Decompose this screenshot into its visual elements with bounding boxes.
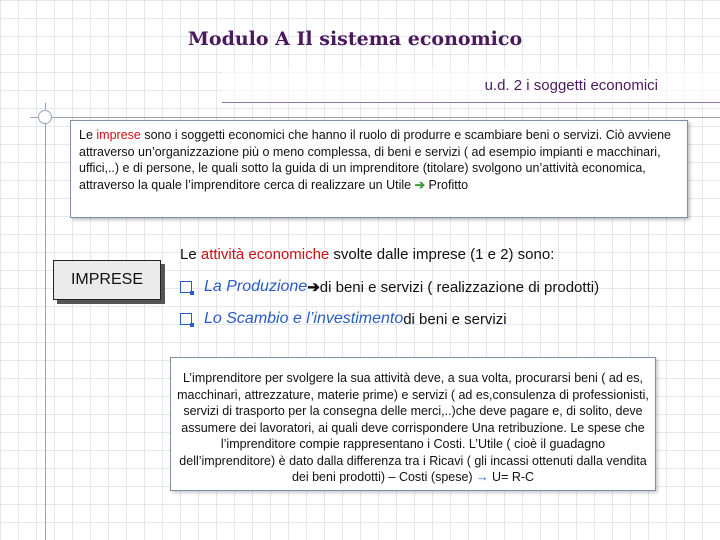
slide-title: Modulo A Il sistema economico <box>187 28 523 50</box>
bullet-exchange <box>180 310 507 328</box>
note-formula: U= R-C <box>488 470 535 484</box>
imprese-label: IMPRESE <box>70 271 143 288</box>
definition-keyword: imprese <box>96 128 141 142</box>
definition-text: sono i soggetti economici che hanno il ruolo di produrre e scambiare beni o servizi. Ciò avviene attraverso un’organizzazione più o meno complessa, di beni e servizi ( ad esempio impianti e macchinari, uffici,..) e di persone, le quali sotto la guida di un imprenditore (titolare) svolgono un’attività economica, attraverso la quale l’imprenditore cerca di realizzare un Utile <box>79 128 672 192</box>
imprese-label-box <box>53 260 161 300</box>
decorative-vertical-line <box>45 103 46 540</box>
definition-box <box>70 120 688 218</box>
square-bullet-icon <box>180 313 192 325</box>
green-arrow-icon: ➔ <box>414 177 426 192</box>
bullet-production <box>180 278 599 296</box>
decorative-horizontal-line <box>30 117 720 118</box>
bullet-text: di beni e servizi ( realizzazione di prodotti) <box>319 278 600 296</box>
activities-lead: Le <box>180 246 201 263</box>
decorative-circle <box>38 110 52 124</box>
subtitle-bar <box>222 68 720 103</box>
entrepreneur-note-box <box>170 357 656 491</box>
definition-lead: Le <box>79 128 97 142</box>
note-text: L’imprenditore per svolgere la sua attività deve, a sua volta, procurarsi beni ( ad es, macchinari, attrezzature, materie prime) e servizi ( ad es,consulenza di professionisti, servizi di trasporto per la consegna delle merci,..)che deve pagare e, di solito, deve assumere dei lavoratori, ai quali deve corrispondere Una retribuzione. Le spese che l’imprenditore compie rappresentano i Costi. L’Utile ( cioè il guadagno dell’imprenditore) è dato dalla differenza tra i Ricavi ( gli incassi ottenuti dalla vendita dei beni prodotti) – Costi (spese) <box>177 371 649 484</box>
bullet-emph: La Produzione <box>204 278 308 295</box>
activities-keyword: attività economiche <box>200 246 330 263</box>
arrow-right-icon: ➔ <box>307 279 320 296</box>
square-bullet-icon <box>180 281 192 293</box>
blue-arrow-icon: → <box>476 470 489 484</box>
activities-heading <box>180 246 554 263</box>
subtitle: u.d. 2 i soggetti economici <box>484 77 658 94</box>
bullet-emph: Lo Scambio e l’investimento <box>204 310 404 327</box>
bullet-text: di beni e servizi <box>403 310 507 328</box>
definition-end: Profitto <box>425 177 469 192</box>
activities-rest: svolte dalle imprese (1 e 2) sono: <box>329 246 555 263</box>
